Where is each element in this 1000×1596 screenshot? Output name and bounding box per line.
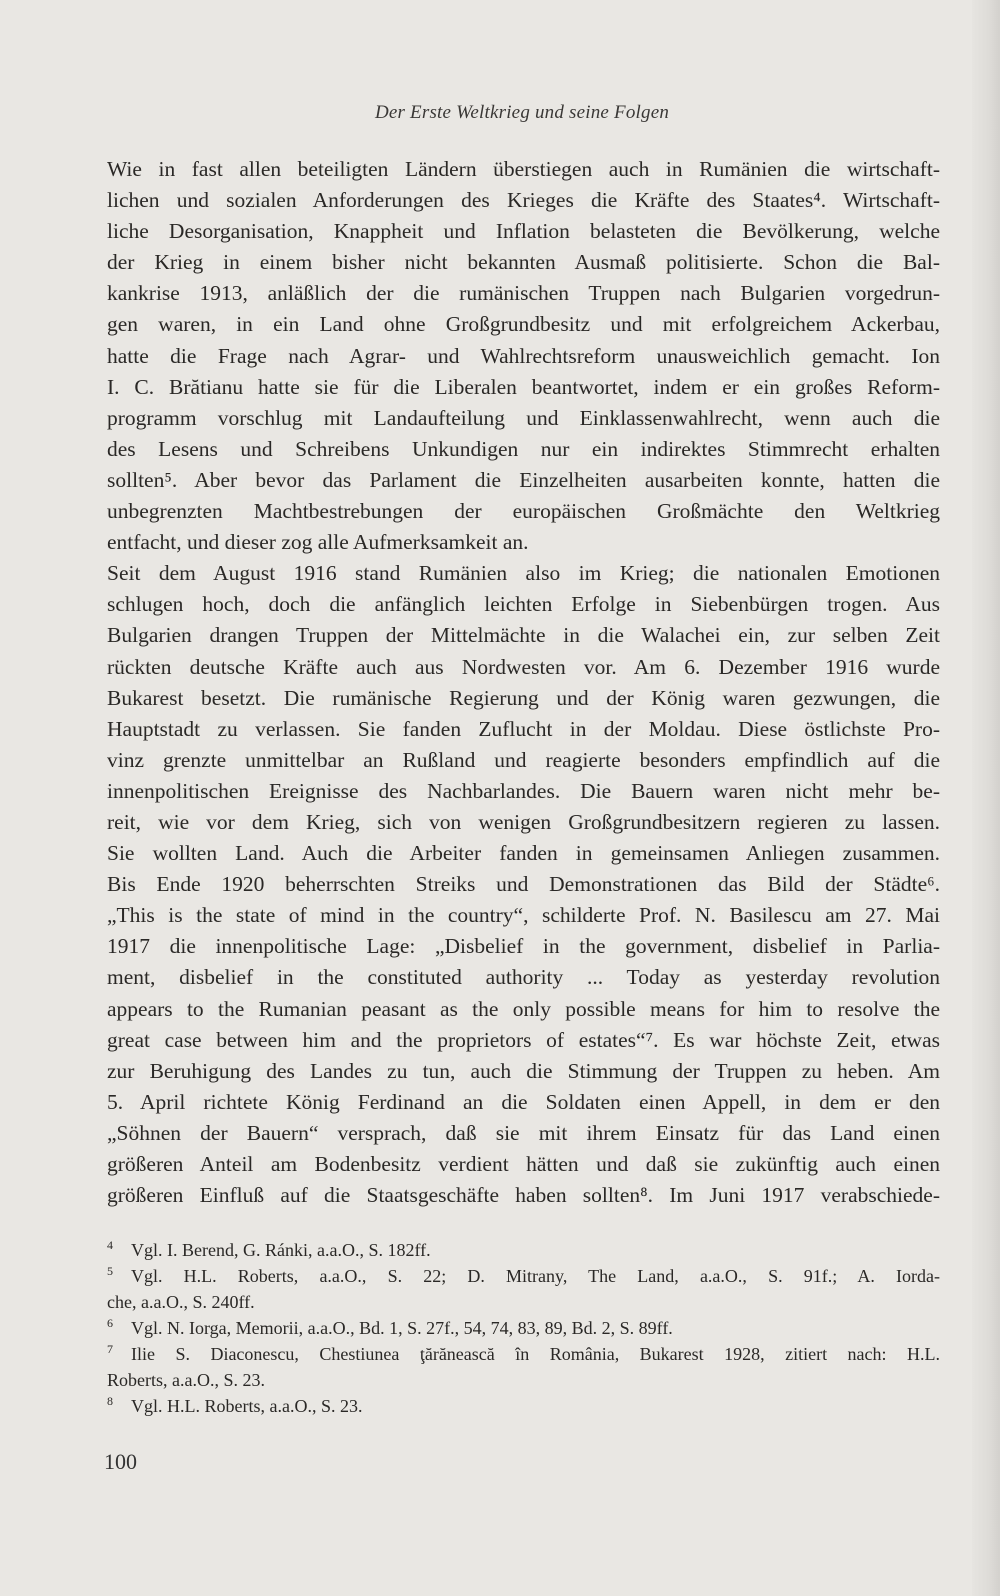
- text-line: zur Beruhigung des Landes zu tun, auch die Stimmung der Truppen zu heben. Am: [107, 1058, 940, 1083]
- footnote-line: [107, 1367, 940, 1393]
- footnote-line: [107, 1289, 940, 1315]
- text-line: hatte die Frage nach Agrar- und Wahlrechtsreform unausweichlich gemacht. Ion: [107, 343, 940, 368]
- page-number: 100: [104, 1449, 137, 1474]
- footnote-text: Vgl. H.L. Roberts, a.a.O., S. 22; D. Mitrany, The Land, a.a.O., S. 91f.; A. Iorda-: [131, 1266, 940, 1286]
- text-line: kankrise 1913, anläßlich der die rumänischen Truppen nach Bulgarien vorgedrun-: [107, 281, 940, 306]
- text-line: reit, wie vor dem Krieg, sich von wenigen Großgrundbesitzern regieren zu lassen.: [107, 809, 940, 834]
- text-line: größeren Anteil am Bodenbesitz verdient hätten und daß sie zukünftig auch einen: [107, 1152, 940, 1176]
- footnote-line: 5 Vgl. H.L. Roberts, a.a.O., S. 22; D. Mitrany, The Land, a.a.O., S. 91f.; A. Iorda-: [107, 1264, 940, 1286]
- text-line: ment, disbelief in the constituted authority ... Today as yesterday revolution: [107, 965, 940, 990]
- text-line: unbegrenzten Machtbestrebungen der europäischen Großmächte den Weltkrieg: [107, 499, 940, 524]
- text-line: 5. April richtete König Ferdinand an die Soldaten einen Appell, in dem er den: [107, 1089, 940, 1114]
- text-line: „This is the state of mind in the country“, schilderte Prof. N. Basilescu am 27. Mai: [107, 903, 940, 928]
- footnote-text: Roberts, a.a.O., S. 23.: [107, 1370, 265, 1390]
- footnote-text: Ilie S. Diaconescu, Chestiunea ţărănească în România, Bukarest 1928, zitiert nach: H.L.: [131, 1344, 940, 1364]
- text-line: 1917 die innenpolitische Lage: „Disbelief in the government, disbelief in Parlia-: [107, 934, 940, 959]
- text-line: des Lesens und Schreibens Unkundigen nur ein indirektes Stimmrecht erhalten: [107, 436, 940, 461]
- text-line: entfacht, und dieser zog alle Aufmerksamkeit an.: [107, 530, 529, 555]
- footnote-text: Vgl. H.L. Roberts, a.a.O., S. 23.: [131, 1396, 363, 1416]
- text-line: rückten deutsche Kräfte auch aus Nordwesten vor. Am 6. Dezember 1916 wurde: [107, 654, 940, 679]
- text-line: gen waren, in ein Land ohne Großgrundbesitz und mit erfolgreichem Ackerbau,: [107, 312, 940, 337]
- text-line: Hauptstadt zu verlassen. Sie fanden Zuflucht in der Moldau. Diese östlichste Pro-: [107, 716, 940, 741]
- text-line: Wie in fast allen beteiligten Ländern überstiegen auch in Rumänien die wirtschaft-: [107, 157, 940, 181]
- footnote-line: 6 Vgl. N. Iorga, Memorii, a.a.O., Bd. 1, S. 27f., 54, 74, 83, 89, Bd. 2, S. 89ff.: [107, 1316, 673, 1338]
- text-line: Sie wollten Land. Auch die Arbeiter fanden in gemeinsamen Anliegen zusammen.: [107, 841, 940, 866]
- footnote-line: 7 Ilie S. Diaconescu, Chestiunea ţărănească în România, Bukarest 1928, zitiert nach: H.L.: [107, 1342, 940, 1364]
- text-line: appears to the Rumanian peasant as the only possible means for him to resolve the: [107, 996, 940, 1021]
- text-line: Bukarest besetzt. Die rumänische Regierung und der König waren gezwungen, die: [107, 685, 940, 710]
- text-line: der Krieg in einem bisher nicht bekannten Ausmaß politisierte. Schon die Bal-: [107, 250, 940, 275]
- footnotes: [107, 1237, 940, 1419]
- text-line: lichen und sozialen Anforderungen des Krieges die Kräfte des Staates⁴. Wirtschaft-: [107, 188, 940, 213]
- text-line: größeren Einfluß auf die Staatsgeschäfte haben sollten⁸. Im Juni 1917 verabschiede-: [107, 1183, 940, 1208]
- text-line: liche Desorganisation, Knappheit und Inflation belasteten die Bevölkerung, welche: [107, 219, 940, 244]
- text-line: programm vorschlug mit Landaufteilung und Einklassenwahlrecht, wenn auch die: [107, 405, 940, 430]
- footnote-line: 8 Vgl. H.L. Roberts, a.a.O., S. 23.: [107, 1394, 363, 1416]
- running-head: Der Erste Weltkrieg und seine Folgen: [374, 102, 670, 123]
- text-line: I. C. Brătianu hatte sie für die Liberalen beantwortet, indem er ein großes Reform-: [107, 374, 940, 399]
- text-line: „Söhnen der Bauern“ versprach, daß sie mit ihrem Einsatz für das Land einen: [107, 1120, 940, 1145]
- body-text: [107, 154, 940, 1211]
- text-line: sollten⁵. Aber bevor das Parlament die Einzelheiten ausarbeiten konnte, hatten die: [107, 467, 940, 492]
- text-line: vinz grenzte unmittelbar an Rußland und reagierte besonders empfindlich auf die: [107, 747, 940, 772]
- footnote-line: 4 Vgl. I. Berend, G. Ránki, a.a.O., S. 182ff.: [107, 1238, 431, 1260]
- footnote-text: Vgl. I. Berend, G. Ránki, a.a.O., S. 182ff.: [131, 1240, 431, 1260]
- text-line: Seit dem August 1916 stand Rumänien also im Krieg; die nationalen Emotionen: [107, 561, 940, 586]
- text-line: Bis Ende 1920 beherrschten Streiks und Demonstrationen das Bild der Städte⁶.: [107, 872, 940, 897]
- text-line: Bulgarien drangen Truppen der Mittelmächte in die Walachei ein, zur selben Zeit: [107, 623, 940, 648]
- text-line: innenpolitischen Ereignisse des Nachbarlandes. Die Bauern waren nicht mehr be-: [107, 778, 940, 803]
- footnote-text: Vgl. N. Iorga, Memorii, a.a.O., Bd. 1, S. 27f., 54, 74, 83, 89, Bd. 2, S. 89ff.: [131, 1318, 673, 1338]
- footnote-text: che, a.a.O., S. 240ff.: [107, 1292, 255, 1312]
- page-edge-shadow: [972, 0, 1000, 1596]
- text-line: great case between him and the proprietors of estates“⁷. Es war höchste Zeit, etwas: [107, 1027, 940, 1052]
- text-line: schlugen hoch, doch die anfänglich leichten Erfolge in Siebenbürgen trogen. Aus: [107, 592, 940, 617]
